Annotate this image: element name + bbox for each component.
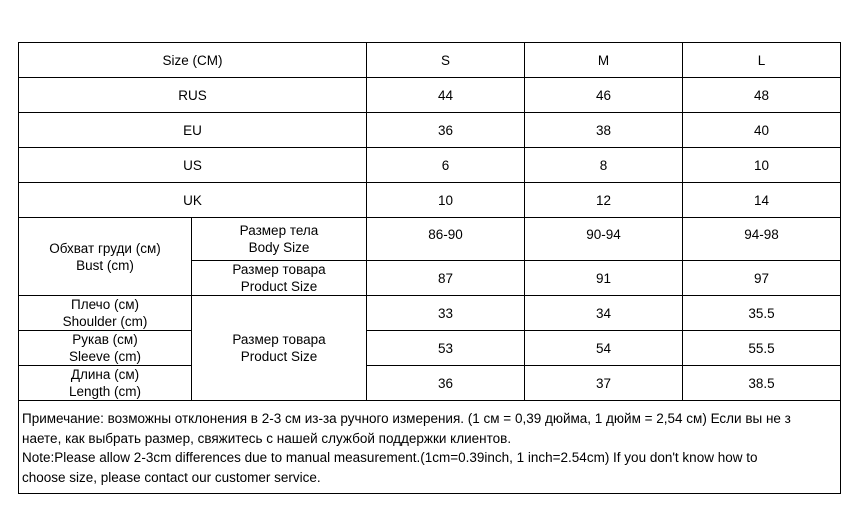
table-row-sleeve [19,331,841,366]
sleeve-label-en: Sleeve (cm) [68,349,141,364]
cell-value: 48 [683,78,841,113]
size-header-label: Size (CM) [19,43,367,78]
header-row [19,43,841,78]
size-header-l: L [683,43,841,78]
bust-label [19,218,192,296]
table-row-bust-body [19,218,841,261]
length-label-ru: Длина (см) [70,367,140,382]
note-line-2: наете, как выбрать размер, свяжитесь с нашей службой поддержки клиентов. [22,430,512,446]
cell-value: 55.5 [683,331,841,366]
cell-value: 97 [683,261,841,296]
product-size-label-en: Product Size [240,279,318,294]
table-row-shoulder [19,296,841,331]
cell-value: 37 [525,366,683,401]
row-label: RUS [19,78,367,113]
shoulder-label-ru: Плечо (см) [71,297,139,312]
product-size-label [192,261,367,296]
length-label-en: Length (cm) [68,384,142,399]
cell-value: 40 [683,113,841,148]
note-line-3: Note:Please allow 2-3cm differences due to manual measurement.(1cm=0.39inch, 1 inch=2.54cm) If you don't know how to [22,450,758,465]
product-size-group-en: Product Size [240,349,318,364]
cell-value: 38 [525,113,683,148]
cell-value: 33 [367,296,525,331]
size-chart-table [18,42,841,494]
table-row-uk [19,183,841,218]
cell-value: 34 [525,296,683,331]
cell-value: 8 [525,148,683,183]
shoulder-label-en: Shoulder (cm) [62,314,148,329]
cell-value: 86-90 [367,218,525,261]
cell-value: 10 [683,148,841,183]
cell-value: 90-94 [525,218,683,261]
cell-value: 54 [525,331,683,366]
cell-value: 94-98 [683,218,841,261]
cell-value: 14 [683,183,841,218]
product-size-label-ru: Размер товара [232,262,326,277]
row-label: EU [19,113,367,148]
table-row-length [19,366,841,401]
bust-label-ru: Обхват груди (см) [49,240,161,256]
cell-value: 12 [525,183,683,218]
size-header-m: M [525,43,683,78]
cell-value: 87 [367,261,525,296]
note-line-1: Примечание: возможны отклонения в 2-3 см из-за ручного измерения. (1 см = 0,39 дюйма, 1 дюйм = 2,54 см) Если вы не з [22,411,791,426]
table-row-rus [19,78,841,113]
bust-label-en: Bust (cm) [76,257,134,273]
note-line-4: choose size, please contact our customer service. [22,469,321,485]
cell-value: 46 [525,78,683,113]
note-cell [19,401,841,494]
cell-value: 44 [367,78,525,113]
cell-value: 36 [367,366,525,401]
cell-value: 36 [367,113,525,148]
size-header-s: S [367,43,525,78]
body-size-label [192,218,367,261]
cell-value: 38.5 [683,366,841,401]
length-label [19,366,192,401]
sleeve-label-ru: Рукав (см) [72,332,138,347]
product-size-group-label [192,296,367,401]
body-size-label-en: Body Size [248,240,310,255]
product-size-group-ru: Размер товара [232,332,326,347]
body-size-label-ru: Размер тела [239,223,319,238]
cell-value: 53 [367,331,525,366]
shoulder-label [19,296,192,331]
row-label: UK [19,183,367,218]
cell-value: 35.5 [683,296,841,331]
row-label: US [19,148,367,183]
cell-value: 6 [367,148,525,183]
table-row-eu [19,113,841,148]
cell-value: 91 [525,261,683,296]
sleeve-label [19,331,192,366]
cell-value: 10 [367,183,525,218]
note-row [19,401,841,494]
table-row-us [19,148,841,183]
